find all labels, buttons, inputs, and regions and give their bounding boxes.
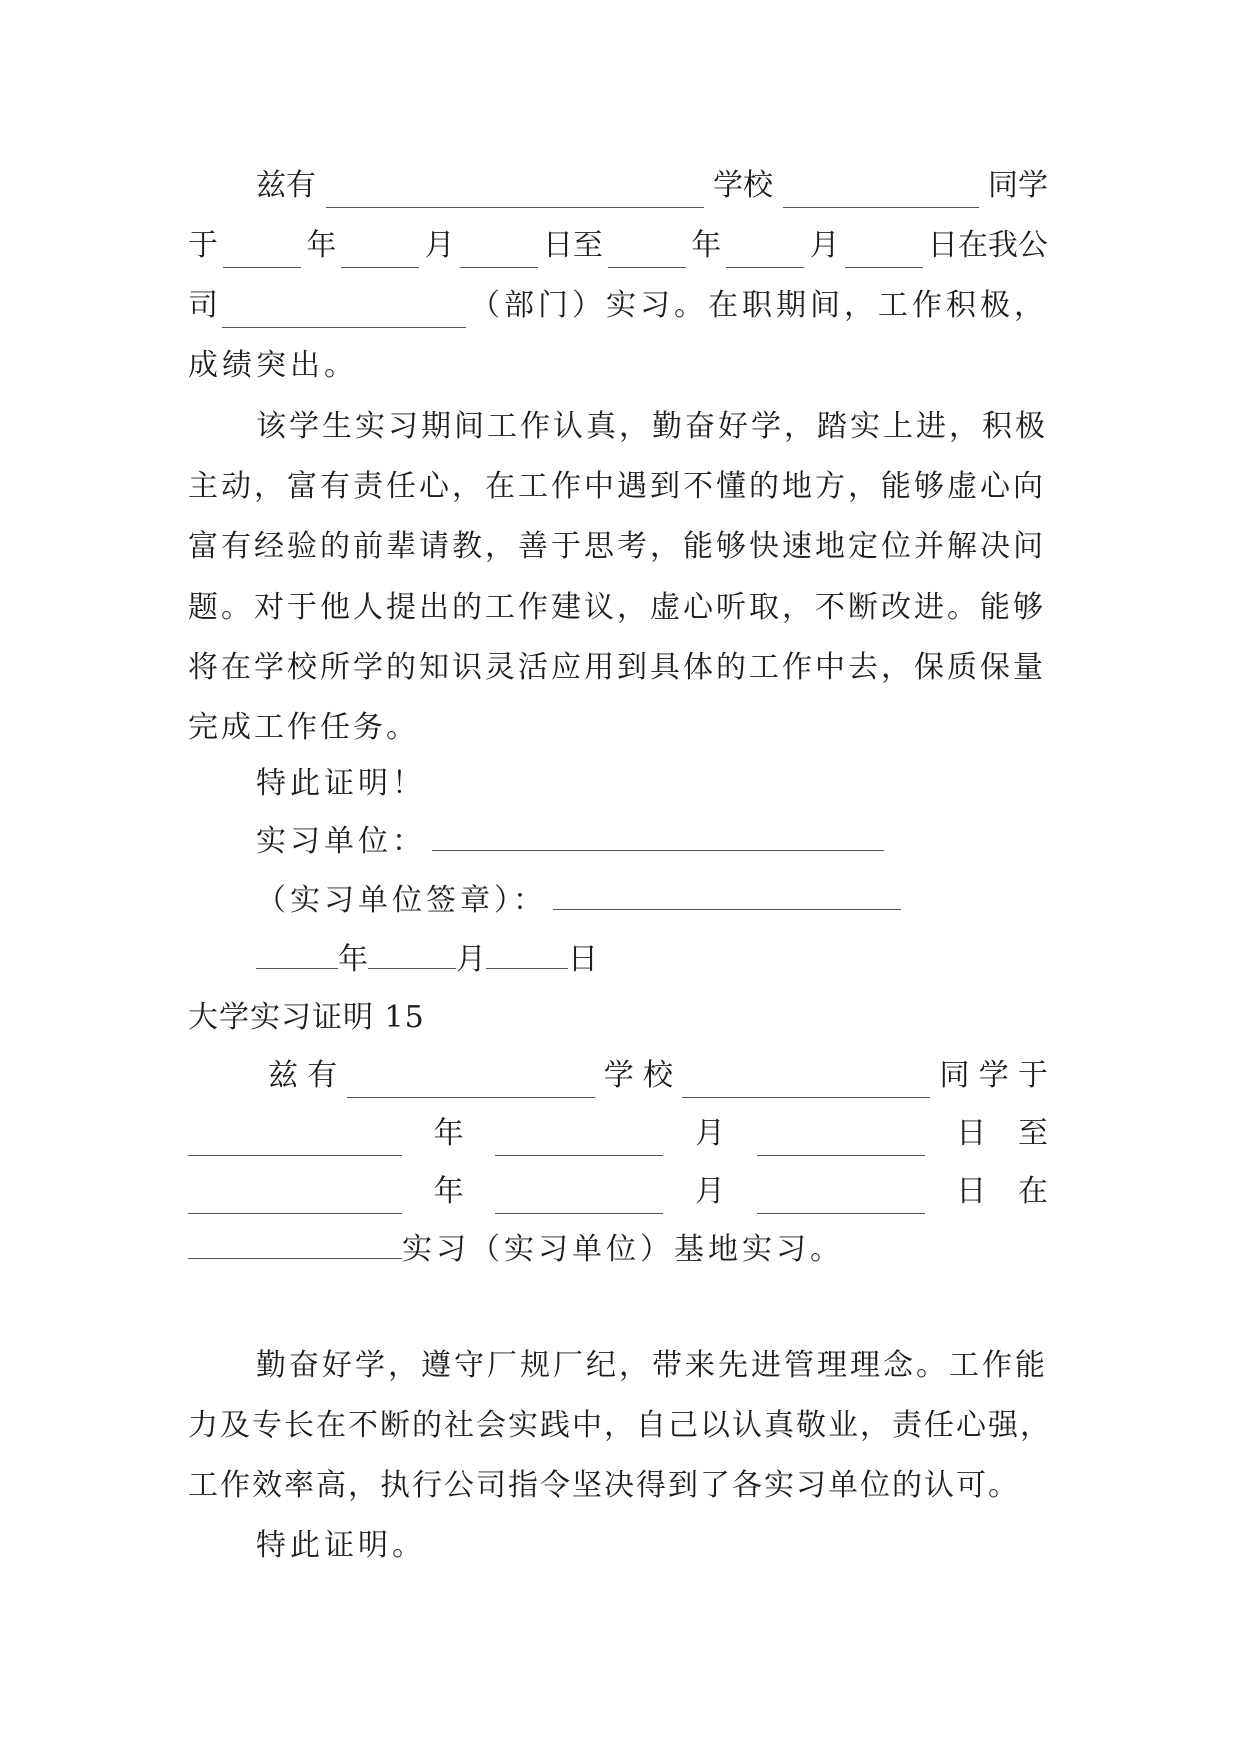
blank-unit — [188, 1228, 402, 1259]
text-at: 在 — [1017, 1174, 1048, 1209]
cert1-line-1 — [256, 164, 1048, 208]
cert1-para2-line-2: 主动，富有责任心，在工作中遇到不懂的地方，能够虚心向 — [188, 469, 1046, 504]
text-day-to: 日至 — [542, 228, 603, 263]
blank-start-day — [460, 237, 538, 268]
blank-sign-day — [486, 938, 568, 969]
blank-start-month — [495, 1125, 663, 1156]
blank-end-year — [608, 237, 686, 268]
cert1-para2-line-5: 将在学校所学的知识灵活应用到具体的工作中去，保质保量 — [188, 650, 1046, 685]
text-yu: 于 — [1018, 1058, 1048, 1093]
text-xiao: 校 — [643, 1058, 673, 1093]
cert1-para2-line-3: 富有经验的前辈请教，善于思考，能够快速地定位并解决问 — [188, 529, 1046, 564]
cert1-line-4: 成绩突出。 — [188, 348, 358, 383]
cert1-para2-line-1: 该学生实习期间工作认真，勤奋好学，踏实上进，积极 — [256, 409, 1048, 444]
text-month: 月 — [809, 228, 840, 263]
text-department-internship: （部门）实习。在职期间，工作积极， — [470, 288, 1048, 323]
text-you: 有 — [307, 1058, 338, 1093]
text-xue: 学 — [603, 1058, 634, 1093]
cert2-para2-line-1: 勤奋好学，遵守厂规厂纪，带来先进管理理念。工作能 — [256, 1348, 1048, 1383]
blank-end-day — [845, 237, 923, 268]
text-year: 年 — [691, 228, 722, 263]
text-day: 日 — [568, 942, 598, 977]
text-month: 月 — [424, 228, 455, 263]
cert1-para2-line-6: 完成工作任务。 — [188, 710, 419, 745]
blank-student — [783, 177, 979, 208]
text-month: 月 — [694, 1116, 725, 1151]
cert2-heading: 大学实习证明 15 — [188, 1000, 425, 1035]
cert2-line-3 — [188, 1170, 1048, 1214]
text-internship-base: 实习（实习单位）基地实习。 — [402, 1232, 844, 1267]
blank-seal — [553, 879, 901, 910]
blank-start-year — [188, 1125, 402, 1156]
text-si: 司 — [188, 288, 218, 323]
blank-sign-month — [368, 938, 456, 969]
blank-end-year — [188, 1183, 402, 1214]
text-zi-you: 兹有 — [256, 168, 316, 203]
blank-end-month — [726, 237, 804, 268]
cert2-line-2 — [188, 1112, 1048, 1156]
blank-name — [347, 1067, 595, 1098]
text-to: 至 — [1017, 1116, 1048, 1151]
cert2-closing: 特此证明。 — [256, 1528, 426, 1563]
cert1-line-3 — [188, 284, 1048, 328]
cert1-unit-line — [256, 820, 1116, 864]
cert2-line-1 — [268, 1054, 1048, 1098]
blank-department — [222, 297, 466, 328]
blank-start-day — [757, 1125, 925, 1156]
text-tong: 同 — [939, 1058, 970, 1093]
text-day: 日 — [956, 1174, 987, 1209]
text-classmate: 同学 — [988, 168, 1048, 203]
text-day: 日 — [956, 1116, 987, 1151]
blank-student — [682, 1067, 930, 1098]
blank-unit — [432, 820, 884, 851]
cert2-para2-line-3: 工作效率高，执行公司指令坚决得到了各实习单位的认可。 — [188, 1468, 1020, 1503]
text-year: 年 — [338, 942, 368, 977]
cert1-para2-line-4: 题。对于他人提出的工作建议，虚心听取，不断改进。能够 — [188, 590, 1046, 625]
blank-end-month — [495, 1183, 663, 1214]
text-year: 年 — [306, 228, 337, 263]
text-yu: 于 — [188, 228, 218, 263]
text-month: 月 — [694, 1174, 725, 1209]
unit-label: 实习单位： — [256, 824, 426, 859]
cert2-line-4 — [188, 1228, 1048, 1272]
blank-end-day — [757, 1183, 925, 1214]
cert1-closing: 特此证明！ — [256, 766, 426, 801]
blank-sign-year — [256, 938, 338, 969]
text-day-at-company: 日在我公 — [927, 228, 1048, 263]
blank-start-year — [223, 237, 301, 268]
seal-label: （实习单位签章）： — [256, 883, 547, 918]
text-month: 月 — [456, 942, 486, 977]
text-year: 年 — [433, 1116, 464, 1151]
cert2-para2-line-2: 力及专长在不断的社会实践中，自己以认真敬业，责任心强， — [188, 1408, 1052, 1443]
text-school: 学校 — [713, 168, 773, 203]
text-zi: 兹 — [268, 1058, 298, 1093]
text-xue2: 学 — [978, 1058, 1009, 1093]
cert1-seal-line — [256, 879, 1116, 923]
cert1-line-2 — [188, 224, 1048, 268]
text-year: 年 — [433, 1174, 464, 1209]
cert1-date-line — [256, 938, 1116, 982]
blank-start-month — [341, 237, 419, 268]
blank-name — [326, 177, 704, 208]
